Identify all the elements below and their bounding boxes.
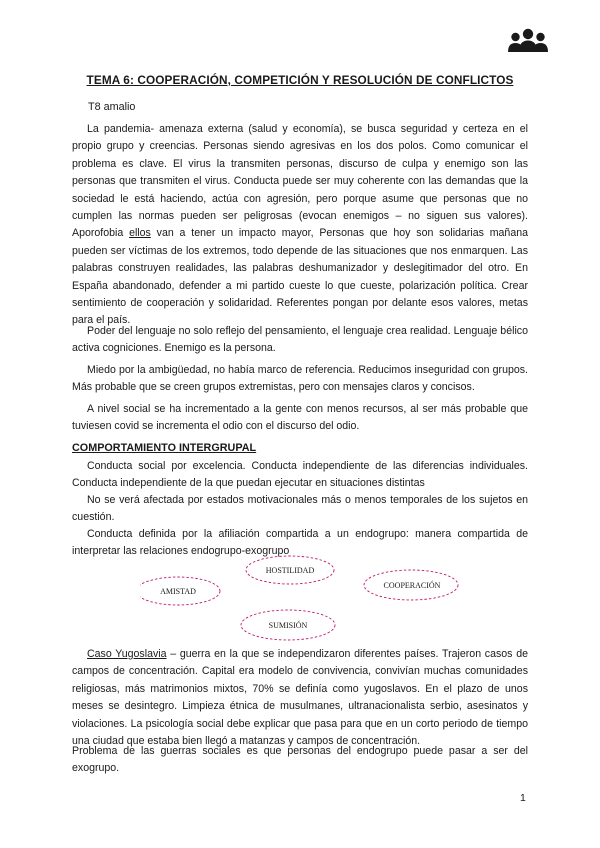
amistad-label: AMISTAD bbox=[160, 587, 196, 596]
paragraph-text: La pandemia- amenaza externa (salud y economía), se busca seguridad y certeza en el propio grupo y creencias. Personas siendo agresivas en los dos polos. Como comunicar el problema es clave. El virus la transmiten personas, discurso de culpa y enemigo son las personas que transmiten el virus. Conducta puede ser muy coherente con las demandas que la sociedad le está haciendo, actúa con agresión, pero porque asume que personas que no cumplen las normas pueden ser peligrosas (evocan enemigos – no siguen sus valores). Aporofobia bbox=[72, 123, 528, 240]
paragraph-nivel-social bbox=[72, 401, 528, 436]
cooperacion-label: COOPERACIÓN bbox=[383, 581, 441, 590]
paragraph-pandemia bbox=[72, 121, 528, 330]
paragraph-miedo bbox=[72, 362, 528, 397]
paragraph-caso-yugoslavia bbox=[72, 646, 528, 750]
paragraph-estados-motivacionales bbox=[72, 492, 528, 527]
underlined-word: ellos bbox=[129, 227, 151, 240]
paragraph-text: – guerra en la que se independizaron diferentes países. Trajeron casos de campos de concentración. Capital era modelo de convivencia, convivían muchas comunidades religiosas, más matrimonios mixtos, 70% se definía como yugoslavos. En el plazo de unos meses se desintegro. Limpieza étnica de musulmanes, ultranacionalista serbio, asesinatos y violaciones. La psicología social debe explicar que pasa para que en un corto periodo de tiempo una ciudad que estaba bien llegó a matanzas y campos de concentración. bbox=[72, 648, 528, 748]
paragraph-text: Problema de las guerras sociales es que personas del endogrupo puede pasar a ser del exogrupo. bbox=[72, 745, 528, 775]
sumision-label: SUMISIÓN bbox=[268, 621, 308, 630]
page-number: 1 bbox=[520, 792, 526, 804]
relations-diagram bbox=[140, 552, 470, 642]
section-heading: COMPORTAMIENTO INTERGRUPAL bbox=[72, 442, 257, 454]
hostilidad-label: HOSTILIDAD bbox=[265, 566, 315, 575]
case-title: Caso Yugoslavia bbox=[87, 648, 167, 660]
paragraph-text: Conducta social por excelencia. Conducta independiente de las diferencias individuales. Conducta independiente de la que puedan ejecutar en situaciones distintas bbox=[72, 460, 528, 490]
paragraph-text: Poder del lenguaje no solo reflejo del pensamiento, el lenguaje crea realidad. Lenguaje bélico activa cogniciones. Enemigo es la persona. bbox=[72, 325, 528, 355]
document-title: TEMA 6: COOPERACIÓN, COMPETICIÓN Y RESOLUCIÓN DE CONFLICTOS bbox=[86, 73, 514, 87]
paragraph-guerras-sociales bbox=[72, 743, 528, 778]
paragraph-text: Miedo por la ambigüedad, no había marco de referencia. Reducimos inseguridad con grupos. Más probable que se creen grupos extremistas, pero con mensajes claros y concisos. bbox=[72, 364, 528, 394]
paragraph-text: No se verá afectada por estados motivacionales más o menos temporales de los sujetos en cuestión. bbox=[72, 494, 528, 524]
paragraph-text: Conducta definida por la afiliación compartida a un endogrupo: manera compartida de interpretar las relaciones endogrupo-exogrupo bbox=[72, 528, 528, 558]
paragraph-lenguaje bbox=[72, 323, 528, 358]
paragraph-text: A nivel social se ha incrementado a la gente con menos recursos, al ser más probable que tuviesen covid se incrementa el odio con el discurso del odio. bbox=[72, 403, 528, 433]
people-group-icon bbox=[508, 28, 548, 54]
paragraph-conducta-social bbox=[72, 458, 528, 493]
document-subtitle: T8 amalio bbox=[88, 101, 136, 113]
paragraph-text-cont: van a tener un impacto mayor, Personas que hoy son solidarias mañana pueden ser víctimas de los extremos, todo depende de las situaciones que nos enmarquen. Las palabras construyen realidades, las palabras deshumanizador y deslegitimador del otro. En España abandonado, defender a mi partido cueste lo que cueste, polarización política. Crear sentimiento de cooperación y solidaridad. Referentes pongan por delante esos valores, metas para el país. bbox=[72, 227, 529, 327]
